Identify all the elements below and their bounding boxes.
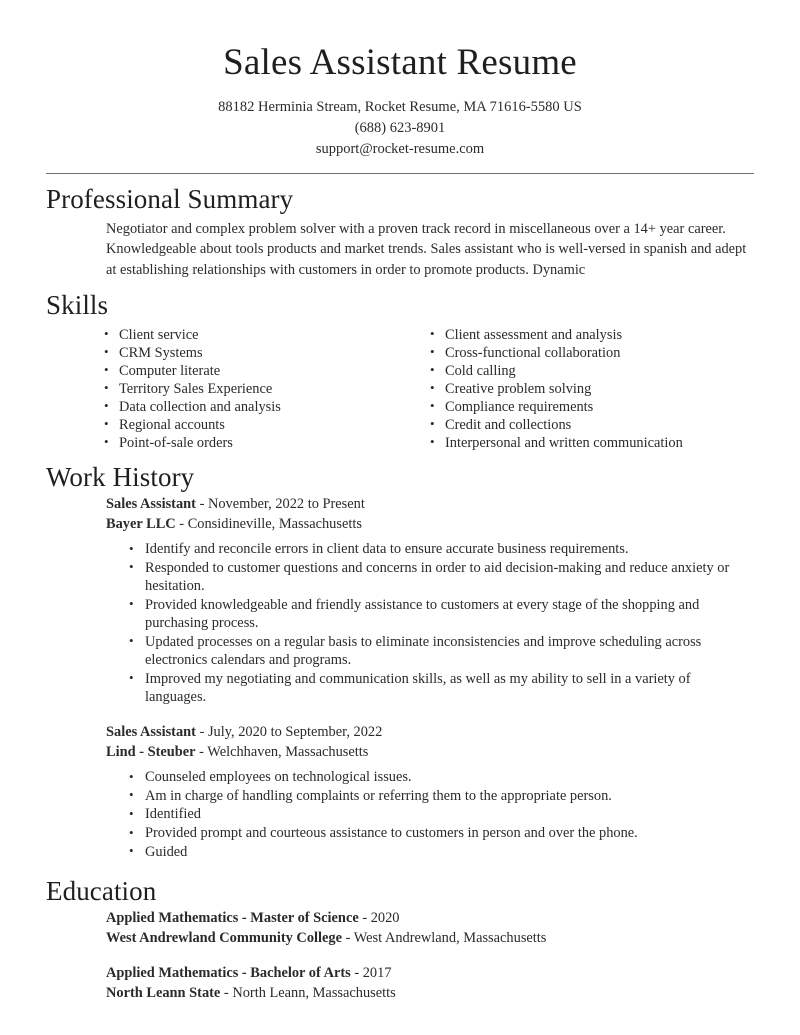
job-bullet-item: • Counseled employees on technological issues. [128, 768, 754, 786]
skills-list-right [428, 326, 754, 452]
education-school-line [106, 984, 754, 1004]
skill-item: • Client assessment and analysis [428, 326, 754, 344]
job-bullet-item: • Am in charge of handling complaints or referring them to the appropriate person. [128, 787, 754, 805]
contact-email: support@rocket-resume.com [315, 140, 485, 157]
education-program-line [106, 964, 754, 984]
work-history-body [46, 495, 754, 861]
skill-item: • Client service [102, 326, 428, 344]
job-company: Lind - Steuber [106, 743, 196, 760]
skills-column-right [428, 326, 754, 452]
section-education [46, 875, 754, 1003]
skill-item: • Cold calling [428, 362, 754, 380]
education-program: Applied Mathematics - Master of Science [106, 910, 359, 927]
education-program-line [106, 909, 754, 929]
job-company: Bayer LLC [106, 515, 176, 532]
job-company-line [106, 743, 754, 763]
job-bullet-list [106, 768, 754, 861]
summary-body [46, 219, 754, 281]
job-bullet-item: • Provided knowledgeable and friendly assistance to customers at every stage of the shopping and purchasing process. [128, 596, 754, 632]
page-title: Sales Assistant Resume [223, 42, 577, 83]
job-title-line [106, 723, 754, 743]
job-title-line [106, 495, 754, 515]
skills-columns [46, 326, 754, 452]
header-divider [46, 173, 754, 174]
skills-column-left [102, 326, 428, 452]
skill-item: • Credit and collections [428, 416, 754, 434]
contact-block [46, 97, 754, 160]
education-location: - North Leann, Massachusetts [220, 984, 396, 1001]
job-bullet-item: • Responded to customer questions and concerns in order to aid decision-making and reduce anxiety or hesitation. [128, 559, 754, 595]
education-body [46, 909, 754, 1003]
job-bullet-list [106, 540, 754, 706]
section-professional-summary [46, 183, 754, 281]
job-location: - Considineville, Massachusetts [175, 515, 362, 532]
section-work-history [46, 461, 754, 861]
skills-list-left [102, 326, 428, 452]
job-bullet-item: • Identify and reconcile errors in client data to ensure accurate business requirements. [128, 540, 754, 558]
education-program: Applied Mathematics - Bachelor of Arts [106, 965, 351, 982]
work-history-entry [106, 495, 754, 706]
section-heading-work-history: Work History [46, 461, 195, 492]
education-year: - 2020 [358, 910, 400, 927]
skill-item: • Computer literate [102, 362, 428, 380]
job-company-line [106, 515, 754, 535]
contact-address: 88182 Herminia Stream, Rocket Resume, MA 71616-5580 US [218, 98, 582, 115]
job-title: Sales Assistant [106, 496, 196, 513]
job-location: - Welchhaven, Massachusetts [195, 743, 369, 760]
education-school: West Andrewland Community College [106, 929, 342, 946]
education-school: North Leann State [106, 984, 221, 1001]
job-bullet-item: • Provided prompt and courteous assistance to customers in person and over the phone. [128, 824, 754, 842]
skill-item: • Regional accounts [102, 416, 428, 434]
skill-item: • Territory Sales Experience [102, 380, 428, 398]
skill-item: • Point-of-sale orders [102, 434, 428, 452]
skill-item: • Cross-functional collaboration [428, 344, 754, 362]
section-heading-professional-summary: Professional Summary [46, 183, 294, 214]
skill-item: • Compliance requirements [428, 398, 754, 416]
skill-item: • Interpersonal and written communication [428, 434, 754, 452]
resume-header [46, 42, 754, 174]
education-location: - West Andrewland, Massachusetts [342, 929, 547, 946]
skill-item: • CRM Systems [102, 344, 428, 362]
education-school-line [106, 929, 754, 949]
job-title: Sales Assistant [106, 724, 196, 741]
job-dates: - July, 2020 to September, 2022 [195, 724, 383, 741]
section-heading-skills: Skills [46, 290, 109, 321]
job-bullet-item: • Identified [128, 805, 754, 823]
section-heading-education: Education [46, 876, 157, 907]
skill-item: • Data collection and analysis [102, 398, 428, 416]
skill-item: • Creative problem solving [428, 380, 754, 398]
education-entry [106, 909, 754, 948]
contact-phone: (688) 623-8901 [354, 119, 446, 136]
job-dates: - November, 2022 to Present [195, 496, 365, 513]
job-bullet-item: • Guided [128, 843, 754, 861]
work-history-entry [106, 723, 754, 861]
summary-text: Negotiator and complex problem solver with a proven track record in miscellaneous over a 14+ year career. Knowledgeable about tools products and market trends. Sales assistant who is well-versed in spanish and adept at establishing relationships with customers in order to promote products. Dynamic [106, 220, 747, 278]
section-skills [46, 289, 754, 451]
education-entry [106, 964, 754, 1003]
job-bullet-item: • Updated processes on a regular basis to eliminate inconsistencies and improve scheduling across electronics calendars and programs. [128, 633, 754, 669]
education-year: - 2017 [350, 965, 392, 982]
job-bullet-item: • Improved my negotiating and communication skills, as well as my ability to sell in a variety of languages. [128, 670, 754, 706]
